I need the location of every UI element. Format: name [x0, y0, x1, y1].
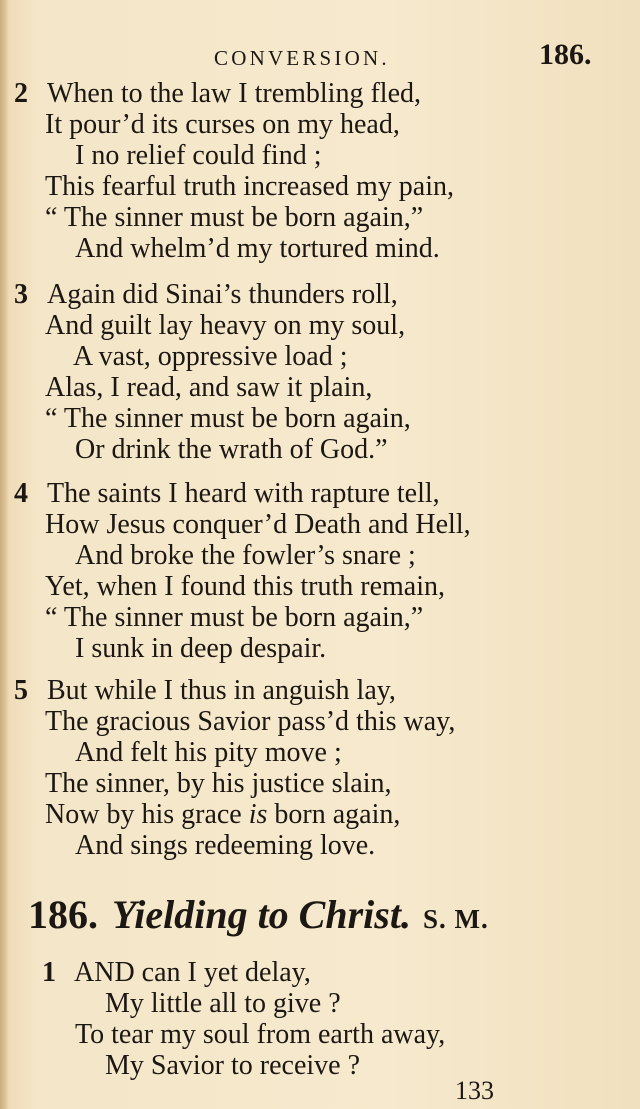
- stanza-number: 3: [14, 279, 28, 310]
- verse-line: I no relief could find ;: [75, 140, 322, 171]
- verse-line: Now by his grace is born again,: [45, 799, 401, 830]
- verse-line: AND can I yet delay,: [74, 957, 311, 988]
- verse-line: The sinner, by his justice slain,: [45, 768, 392, 799]
- verse-line: “ The sinner must be born again,: [45, 403, 411, 434]
- page-footer-number: 133: [455, 1076, 494, 1105]
- running-title: CONVERSION.: [214, 46, 390, 70]
- verse-line: And broke the fowler’s snare ;: [75, 540, 416, 571]
- page-header-number: 186.: [539, 38, 592, 71]
- hymn-title: Yielding to Christ.: [112, 892, 411, 937]
- verse-line: “ The sinner must be born again,”: [45, 202, 424, 233]
- verse-line: And guilt lay heavy on my soul,: [45, 310, 406, 341]
- hymn-heading: [28, 893, 489, 946]
- verse-line: And felt his pity move ;: [75, 737, 342, 768]
- stanza-number: 1: [42, 957, 56, 988]
- verse-line: Yet, when I found this truth remain,: [45, 571, 445, 602]
- verse-line: Again did Sinai’s thunders roll,: [47, 279, 398, 310]
- verse-line: How Jesus conquer’d Death and Hell,: [45, 509, 471, 540]
- hymn-meter: S. M.: [422, 904, 489, 934]
- verse-line: To tear my soul from earth away,: [75, 1019, 446, 1050]
- verse-line: And sings redeeming love.: [75, 830, 376, 861]
- stanza-number: 2: [14, 78, 28, 109]
- hymn-number: 186.: [28, 892, 98, 937]
- emphasis-word: is: [248, 799, 268, 830]
- page-gutter: [0, 0, 9, 1109]
- verse-line: The gracious Savior pass’d this way,: [45, 706, 456, 737]
- verse-line: “ The sinner must be born again,”: [45, 602, 424, 633]
- verse-line: My Savior to receive ?: [105, 1050, 361, 1081]
- verse-line: A vast, oppressive load ;: [73, 341, 348, 372]
- verse-line: But while I thus in anguish lay,: [47, 675, 396, 706]
- stanza-number: 4: [14, 478, 28, 509]
- verse-line: Alas, I read, and saw it plain,: [45, 372, 373, 403]
- verse-line: Or drink the wrath of God.”: [75, 434, 388, 465]
- verse-line: When to the law I trembling fled,: [47, 78, 421, 109]
- verse-line: It pour’d its curses on my head,: [45, 109, 400, 140]
- verse-line: The saints I heard with rapture tell,: [47, 478, 440, 509]
- verse-line: I sunk in deep despair.: [75, 633, 327, 664]
- verse-line: My little all to give ?: [105, 988, 341, 1019]
- stanza-number: 5: [14, 675, 28, 706]
- verse-line: And whelm’d my tortured mind.: [75, 233, 440, 264]
- verse-line: This fearful truth increased my pain,: [45, 171, 454, 202]
